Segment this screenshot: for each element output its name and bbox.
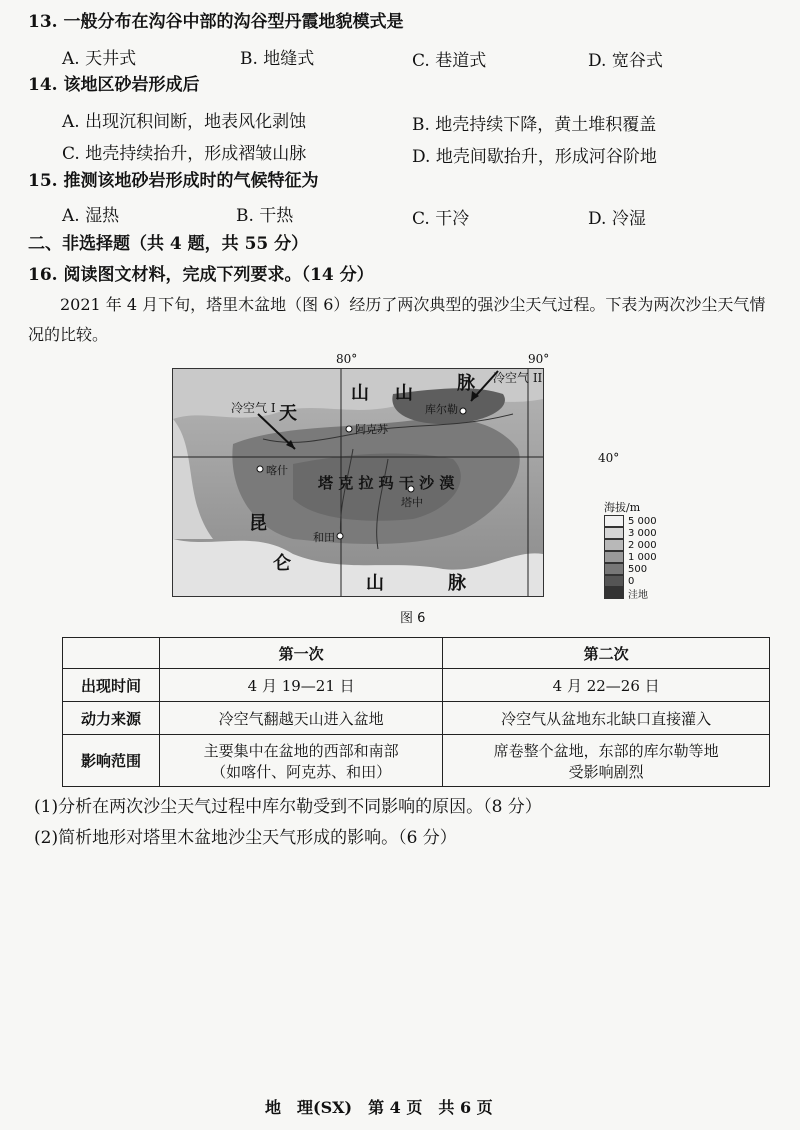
map-label-aksu: 阿克苏 bbox=[355, 423, 388, 436]
map-label-shan-2: 山 bbox=[395, 383, 413, 404]
map-label-tazhong: 塔中 bbox=[401, 496, 423, 509]
map-label-kashgar: 喀什 bbox=[266, 464, 288, 477]
lon-90-label: 90° bbox=[528, 352, 550, 366]
legend-swatch bbox=[604, 527, 624, 539]
q14-option-b: B. 地壳持续下降，黄土堆积覆盖 bbox=[412, 115, 657, 135]
row-label-scope: 影响范围 bbox=[63, 735, 160, 787]
legend-row bbox=[604, 527, 664, 539]
map-label-cold-air-2: 冷空气 II bbox=[493, 371, 543, 385]
comparison-table bbox=[62, 637, 770, 787]
q14-option-a: A. 出现沉积间断，地表风化剥蚀 bbox=[62, 112, 307, 132]
q16-sub-question-2: (2)简析地形对塔里木盆地沙尘天气形成的影响。（6 分） bbox=[34, 828, 457, 848]
q14-stem: 14. 该地区砂岩形成后 bbox=[28, 75, 200, 95]
cell-time-second: 4 月 22—26 日 bbox=[443, 669, 770, 702]
q15-option-b: B. 干热 bbox=[236, 206, 294, 226]
q13-option-a: A. 天井式 bbox=[62, 49, 137, 69]
legend-label: 洼地 bbox=[628, 589, 648, 601]
legend-row bbox=[604, 539, 664, 551]
cell-scope-second-line1: 席卷整个盆地，东部的库尔勒等地 bbox=[493, 741, 719, 760]
lon-80-label: 80° bbox=[336, 352, 358, 366]
kashgar-dot bbox=[257, 466, 263, 472]
legend-label: 0 bbox=[628, 575, 635, 587]
q13-option-d: D. 宽谷式 bbox=[588, 51, 663, 71]
q14-option-c: C. 地壳持续抬升，形成褶皱山脉 bbox=[62, 144, 307, 164]
row-label-source: 动力来源 bbox=[63, 702, 160, 735]
map-label-lun: 仑 bbox=[273, 553, 291, 574]
table-header-blank bbox=[63, 638, 160, 669]
page-footer: 地 理(SX) 第 4 页 共 6 页 bbox=[265, 1098, 493, 1117]
q13-option-b: B. 地缝式 bbox=[240, 49, 315, 69]
q15-option-c: C. 干冷 bbox=[412, 209, 470, 229]
q16-stem: 16. 阅读图文材料，完成下列要求。（14 分） bbox=[28, 265, 374, 285]
map-label-hotan: 和田 bbox=[313, 531, 335, 544]
map-label-kun: 昆 bbox=[249, 513, 267, 534]
table-row bbox=[63, 702, 770, 735]
map-label-tian: 天 bbox=[279, 403, 297, 424]
legend-title: 海拔/m bbox=[604, 501, 641, 514]
cell-scope-first bbox=[160, 735, 443, 787]
q13-stem: 13. 一般分布在沟谷中部的沟谷型丹霞地貌模式是 bbox=[28, 12, 404, 32]
legend-label: 3 000 bbox=[628, 527, 657, 539]
cell-scope-first-line2: （如喀什、阿克苏、和田） bbox=[211, 762, 392, 781]
legend-label: 2 000 bbox=[628, 539, 657, 551]
cell-scope-first-line1: 主要集中在盆地的西部和南部 bbox=[203, 741, 399, 760]
legend-swatch bbox=[604, 539, 624, 551]
map-label-mai-1: 脉 bbox=[457, 373, 475, 394]
q16-material: 2021 年 4 月下旬，塔里木盆地（图 6）经历了两次典型的强沙尘天气过程。下表为两次沙尘天气情况的比较。 bbox=[28, 295, 766, 344]
table-row bbox=[63, 669, 770, 702]
legend-row bbox=[604, 587, 664, 599]
q15-stem: 15. 推测该地砂岩形成时的气候特征为 bbox=[28, 171, 319, 191]
table-header-second: 第二次 bbox=[443, 638, 770, 669]
lat-40-label: 40° bbox=[598, 451, 620, 465]
legend-swatch bbox=[604, 551, 624, 563]
cell-source-second: 冷空气从盆地东北缺口直接灌入 bbox=[443, 702, 770, 735]
q13-option-c: C. 巷道式 bbox=[412, 51, 487, 71]
cell-scope-second-line2: 受影响剧烈 bbox=[568, 762, 644, 781]
table-header-row bbox=[63, 638, 770, 669]
map-label-cold-air-1: 冷空气 I bbox=[231, 401, 276, 415]
q16-sub-question-1: (1)分析在两次沙尘天气过程中库尔勒受到不同影响的原因。（8 分） bbox=[34, 797, 542, 817]
legend-label: 500 bbox=[628, 563, 648, 575]
map-label-shan-3: 山 bbox=[366, 573, 384, 594]
map-label-shan-1: 山 bbox=[351, 383, 369, 404]
cell-source-first: 冷空气翻越天山进入盆地 bbox=[160, 702, 443, 735]
q15-option-d: D. 冷湿 bbox=[588, 209, 646, 229]
section-heading: 二、非选择题（共 4 题，共 55 分） bbox=[28, 234, 309, 254]
table-row bbox=[63, 735, 770, 787]
tarim-basin-map bbox=[172, 368, 544, 597]
aksu-dot bbox=[346, 426, 352, 432]
q14-option-d: D. 地壳间歇抬升，形成河谷阶地 bbox=[412, 147, 657, 167]
q15-option-a: A. 湿热 bbox=[62, 206, 120, 226]
elevation-legend bbox=[604, 499, 664, 599]
table-header-first: 第一次 bbox=[160, 638, 443, 669]
map-label-desert: 塔 克 拉 玛 干 沙 漠 bbox=[318, 474, 455, 492]
cell-time-first: 4 月 19—21 日 bbox=[160, 669, 443, 702]
map-label-mai-2: 脉 bbox=[448, 573, 466, 594]
map-label-korla: 库尔勒 bbox=[425, 403, 458, 416]
legend-swatch bbox=[604, 515, 624, 527]
cell-scope-second bbox=[443, 735, 770, 787]
row-label-time: 出现时间 bbox=[63, 669, 160, 702]
legend-swatch bbox=[604, 563, 624, 575]
korla-dot bbox=[460, 408, 466, 414]
legend-label: 1 000 bbox=[628, 551, 657, 563]
legend-swatch bbox=[604, 575, 624, 587]
legend-swatch bbox=[604, 587, 624, 599]
legend-row bbox=[604, 563, 664, 575]
legend-label: 5 000 bbox=[628, 515, 657, 527]
hotan-dot bbox=[337, 533, 343, 539]
legend-row bbox=[604, 515, 664, 527]
legend-row bbox=[604, 551, 664, 563]
figure-caption: 图 6 bbox=[400, 611, 426, 626]
